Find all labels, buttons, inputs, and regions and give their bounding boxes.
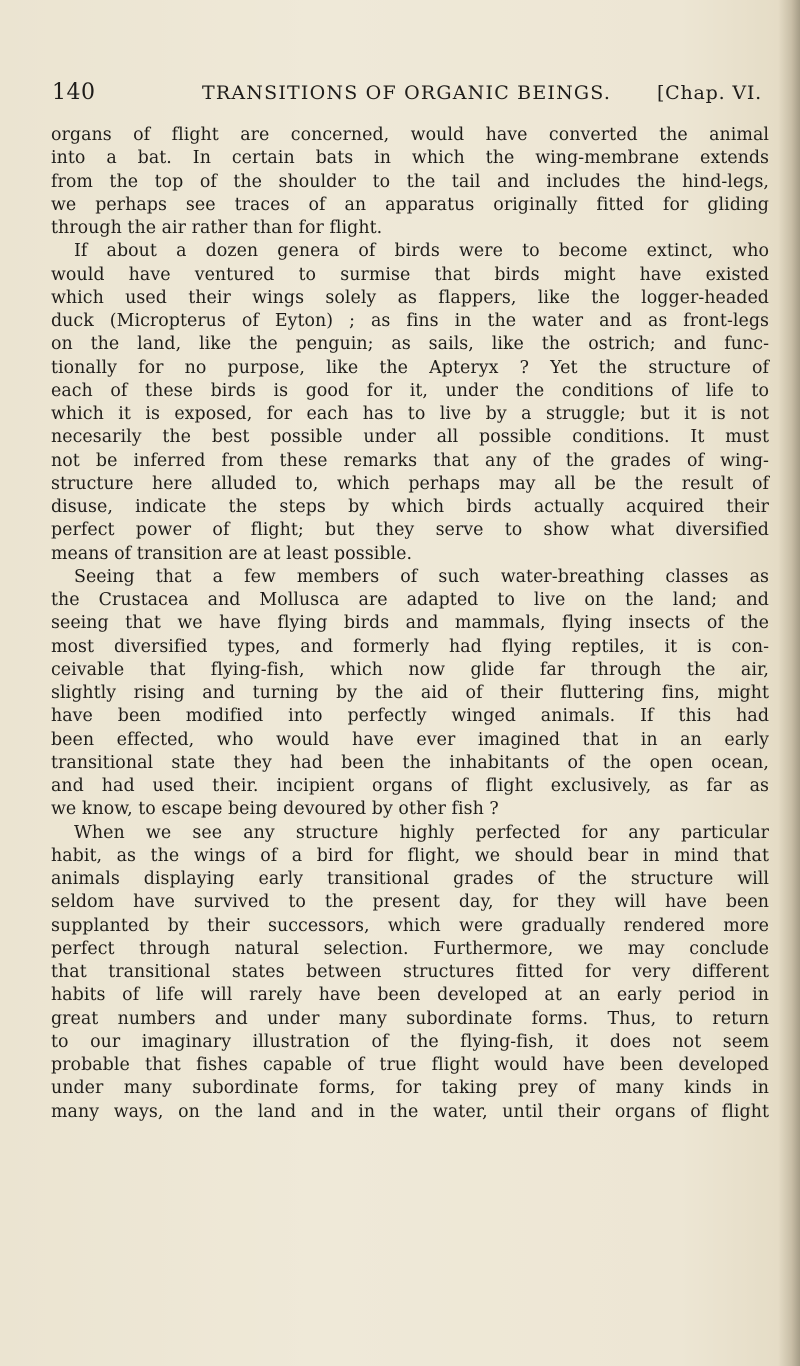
text-line: would have ventured to surmise that birds might have existed (51, 264, 769, 285)
text-line: tionally for no purpose, like the Apteryx ? Yet the structure of (51, 357, 769, 378)
page-number: 140 (52, 80, 96, 105)
running-head: TRANSITIONS OF ORGANIC BEINGS. (202, 82, 612, 104)
text-line: slightly rising and turning by the aid of their fluttering fins, might (51, 683, 769, 703)
text-line: habits of life will rarely have been developed at an early period in (51, 985, 769, 1006)
text-line: on the land, like the penguin; as sails, like the ostrich; and func- (51, 334, 769, 355)
text-line: duck (Micropterus of Eyton) ; as fins in the water and as front-legs (51, 311, 769, 331)
text-line: most diversified types, and formerly had flying reptiles, it is con- (51, 636, 769, 657)
text-line: been effected, who would have ever imagined that in an early (51, 729, 769, 750)
text-line: means of transition are at least possible. (51, 543, 413, 564)
text-line: seldom have survived to the present day, for they will have been (51, 892, 769, 913)
text-line: great numbers and under many subordinate forms. Thus, to return (51, 1008, 769, 1029)
text-line: supplanted by their successors, which were gradually rendered more (51, 915, 769, 936)
text-line: structure here alluded to, which perhaps may all be the result of (51, 473, 769, 494)
chapter-reference: [Chap. VI. (656, 82, 762, 104)
text-line: perfect through natural selection. Furthermore, we may conclude (51, 938, 769, 959)
text-line: habit, as the wings of a bird for flight, we should bear in mind that (51, 845, 769, 866)
text-line: that transitional states between structures fitted for very different (51, 962, 769, 982)
text-line: each of these birds is good for it, under the conditions of life to (51, 380, 769, 401)
text-line: not be inferred from these remarks that any of the grades of wing- (51, 450, 769, 471)
text-line: under many subordinate forms, for taking prey of many kinds in (51, 1078, 769, 1099)
text-line: and had used their. incipient organs of flight exclusively, as far as (51, 776, 769, 796)
text-line: ceivable that flying-fish, which now glide far through the air, (51, 659, 769, 680)
text-line: necesarily the best possible under all possible conditions. It must (51, 427, 769, 448)
text-line: animals displaying early transitional grades of the structure will (51, 869, 769, 889)
text-line: from the top of the shoulder to the tail and includes the hind-legs, (51, 171, 769, 192)
text-line: disuse, indicate the steps by which birds actually acquired their (51, 497, 769, 517)
text-line: When we see any structure highly perfected for any particular (74, 822, 769, 843)
text-line: many ways, on the land and in the water, until their organs of flight (51, 1101, 769, 1122)
text-line: the Crustacea and Mollusca are adapted to live on the land; and (51, 590, 769, 610)
text-line: which used their wings solely as flappers, like the logger-headed (51, 287, 769, 308)
text-line: seeing that we have flying birds and mammals, flying insects of the (51, 613, 769, 634)
text-line: transitional state they had been the inhabitants of the open ocean, (51, 752, 769, 773)
text-line: probable that fishes capable of true flight would have been developed (51, 1055, 769, 1075)
text-line: If about a dozen genera of birds were to become extinct, who (74, 241, 769, 262)
text-line: through the air rather than for flight. (51, 218, 383, 238)
text-line: organs of flight are concerned, would have converted the animal (51, 125, 769, 145)
text-line: Seeing that a few members of such water-breathing classes as (74, 566, 769, 587)
text-line: perfect power of flight; but they serve to show what diversified (51, 520, 769, 541)
text-line: which it is exposed, for each has to live by a struggle; but it is not (51, 404, 769, 424)
body-text (51, 124, 769, 1124)
text-line: we know, to escape being devoured by other fish ? (51, 799, 499, 820)
text-line: to our imaginary illustration of the flying-fish, it does not seem (51, 1031, 769, 1052)
text-line: into a bat. In certain bats in which the wing-membrane extends (51, 148, 769, 169)
page-header (52, 80, 772, 108)
page-edge-shadow (778, 0, 800, 1366)
text-line: have been modified into perfectly winged animals. If this had (51, 706, 769, 727)
text-line: we perhaps see traces of an apparatus originally fitted for gliding (51, 194, 769, 215)
